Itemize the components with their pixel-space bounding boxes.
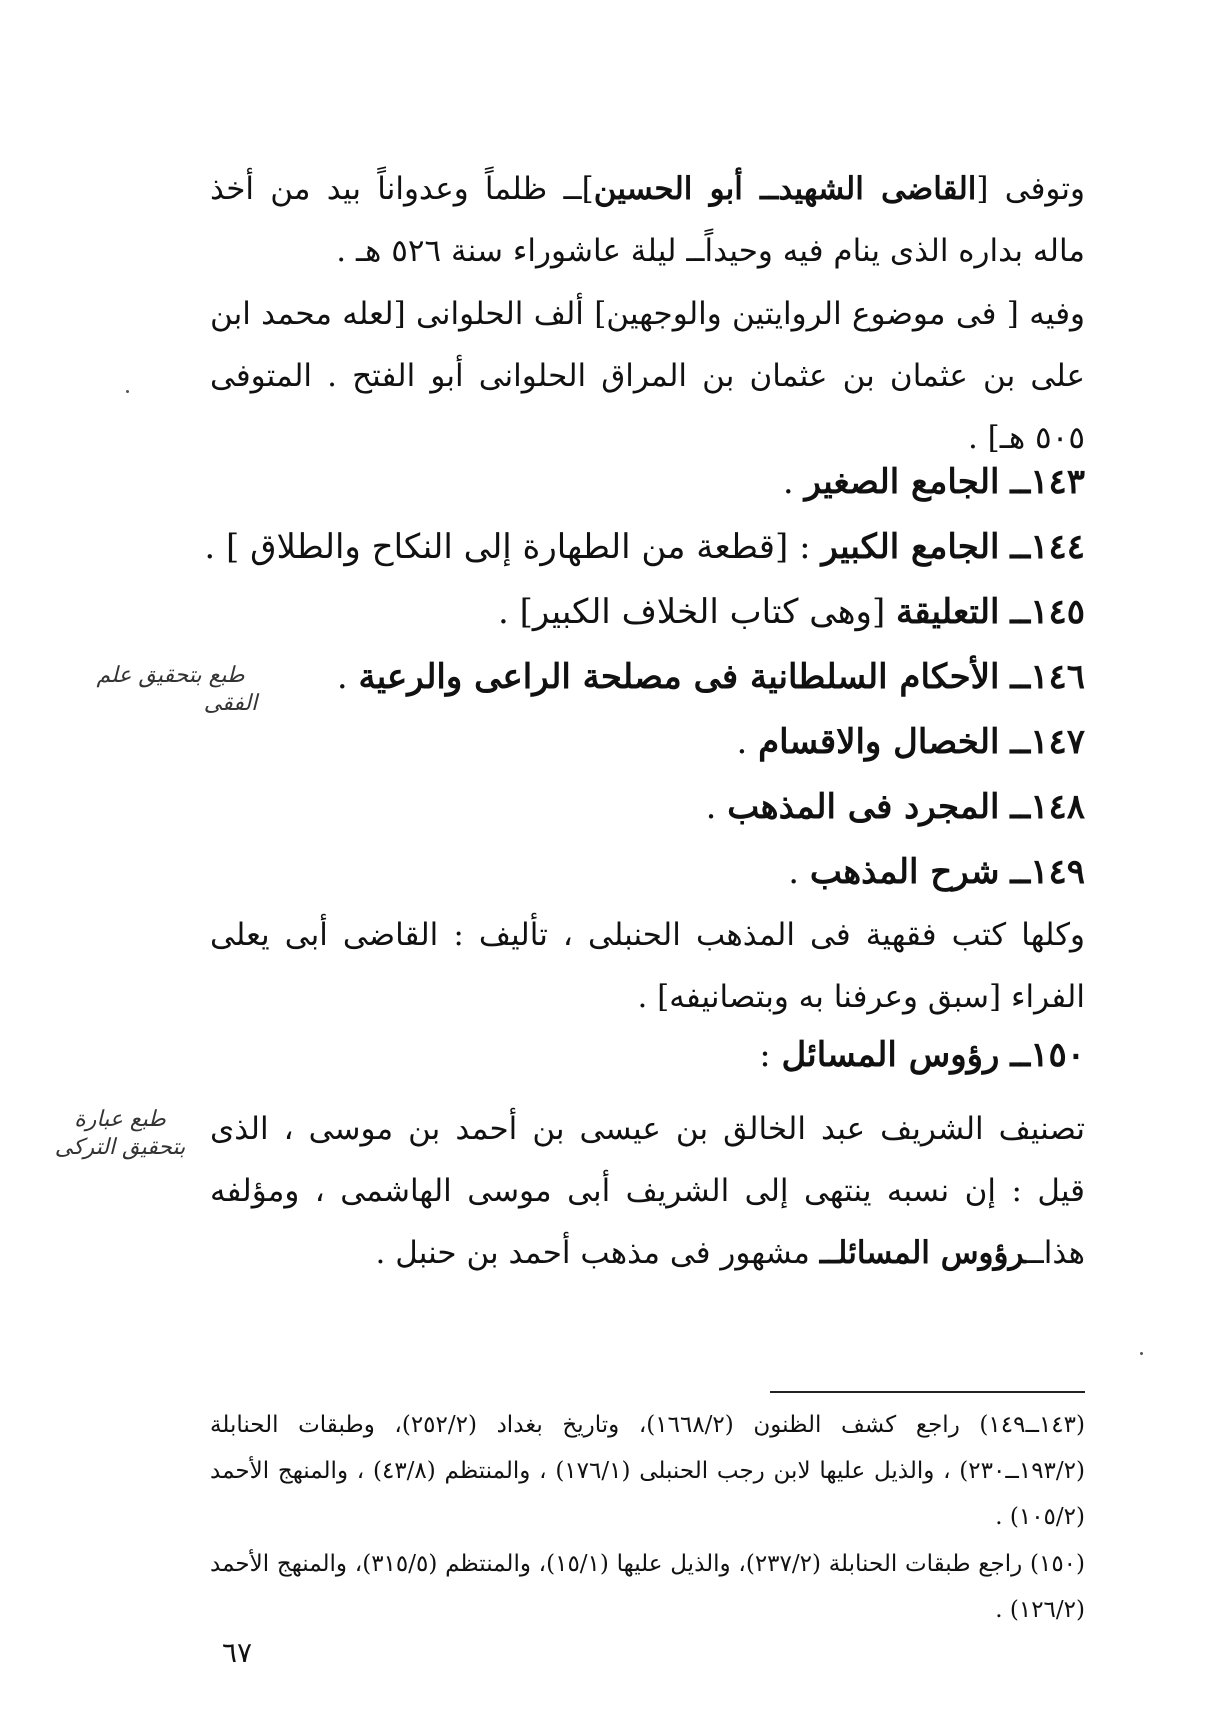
paragraph-4-tail: مشهور فى مذهب أحمد بن حنبل . (375, 1235, 820, 1271)
entry-title: التعليقة (896, 592, 1000, 632)
entry-title: الجامع الصغير (804, 462, 1000, 502)
entry-title: رؤوس المسائل (781, 1035, 1000, 1075)
margin-note-1-line-1: طبع بتحقيق علم (96, 663, 245, 688)
entry-149 (788, 847, 1085, 897)
paragraph-4 (210, 1098, 1085, 1284)
entry-145 (498, 587, 1085, 637)
paragraph-rus-masail (210, 1098, 1085, 1284)
footnote-separator (770, 1391, 1085, 1393)
page-number: ٦٧ (222, 1636, 253, 1669)
entry-rest: : [قطعة من الطهارة إلى النكاح والطلاق ] . (204, 527, 822, 567)
paragraph-summary (210, 904, 1085, 1028)
entry-rest: . (782, 462, 805, 502)
entry-number: ١٤٨ــ (1010, 787, 1085, 827)
entry-rest: . (705, 787, 728, 827)
footnote-143-149: (١٤٣ــ١٤٩) راجع كشف الظنون (١٦٦٨/٢)، وتاريخ بغداد (٢٥٢/٢)، وطبقات الحنابلة (١٩٣/٢ــ٢٣٠) ، والذيل عليها لابن رجب الحنبلى (١٧٦/١) ، والمنتظم (٤٣/٨) ، والمنهج الأحمد (١٠٥/٢) . (210, 1412, 1085, 1530)
paragraph-1 (210, 158, 1085, 282)
entry-rest: [وهى كتاب الخلاف الكبير] . (498, 592, 897, 632)
scan-speck (1140, 1352, 1143, 1355)
paragraph-death-note (210, 158, 1085, 282)
handwritten-margin-note-2 (30, 1106, 210, 1162)
paragraph-4-bold: رؤوس المسائلــ (819, 1235, 1026, 1271)
entry-147 (736, 717, 1085, 767)
entry-rest: : (759, 1035, 782, 1075)
paragraph-2: وفيه [ فى موضوع الروايتين والوجهين] ألف الحلوانى [لعله محمد ابن على بن عثمان بن عثمان بن المراق الحلوانى أبو الفتح . المتوفى ٥٠٥ هـ] . (210, 296, 1085, 456)
entry-rest: . (336, 657, 359, 697)
entry-rest: . (788, 852, 810, 892)
margin-note-1-line-2: الفقى (203, 691, 258, 716)
entry-143 (783, 457, 1085, 507)
entry-title: المجرد فى المذهب (727, 787, 1000, 827)
paragraph-halwani-note (210, 283, 1085, 469)
entry-rest: . (736, 722, 759, 762)
entry-title: الخصال والاقسام (758, 722, 1000, 762)
paragraph-1-bold: القاضى الشهيدــ أبو الحسين (593, 171, 977, 207)
entry-number: ١٤٤ــ (1010, 527, 1085, 567)
entry-number: ١٤٦ــ (1010, 657, 1085, 697)
scan-speck (126, 390, 129, 393)
entry-number: ١٥٠ــ (1010, 1035, 1085, 1075)
entry-number: ١٤٧ــ (1010, 722, 1085, 762)
entry-title: الأحكام السلطانية فى مصلحة الراعى والرعية (358, 657, 1000, 697)
footnote-150: (١٥٠) راجع طبقات الحنابلة (٢٣٧/٢)، والذيل عليها (١٥/١)، والمنتظم (٣١٥/٥)، والمنهج الأحمد (١٢٦/٢) . (210, 1551, 1086, 1623)
entry-150 (759, 1030, 1085, 1080)
entry-146 (337, 652, 1085, 702)
entry-title: الجامع الكبير (821, 527, 1000, 567)
entry-148 (706, 782, 1085, 832)
entry-number: ١٤٥ــ (1010, 592, 1085, 632)
paragraph-4-text: تصنيف الشريف عبد الخالق بن عيسى بن أحمد بن موسى ، الذى قيل : إن نسبه ينتهى إلى الشريف أبى موسى الهاشمى ، ومؤلفه هذاــ (210, 1111, 1085, 1271)
handwritten-margin-note-1 (48, 662, 293, 718)
margin-note-2-line-2: بتحقيق التركى (54, 1135, 186, 1160)
entry-number: ١٤٩ــ (1010, 852, 1085, 892)
entry-144 (204, 522, 1085, 572)
entry-number: ١٤٣ــ (1010, 462, 1085, 502)
paragraph-1-suffix: ]ــ ظلماً وعدواناً بيد من أخذ ماله بداره الذى ينام فيه وحيداًــ ليلة عاشوراء سنة ٥٢٦ هـ . (210, 171, 1085, 269)
margin-note-2-line-1: طبع عبارة (74, 1107, 166, 1132)
entry-title: شرح المذهب (809, 852, 1000, 892)
paragraph-3: وكلها كتب فقهية فى المذهب الحنبلى ، تأليف : القاضى أبى يعلى الفراء [سبق وعرفنا به وبتصانيفه] . (210, 917, 1085, 1015)
paragraph-1-prefix: وتوفى [ (976, 171, 1086, 207)
